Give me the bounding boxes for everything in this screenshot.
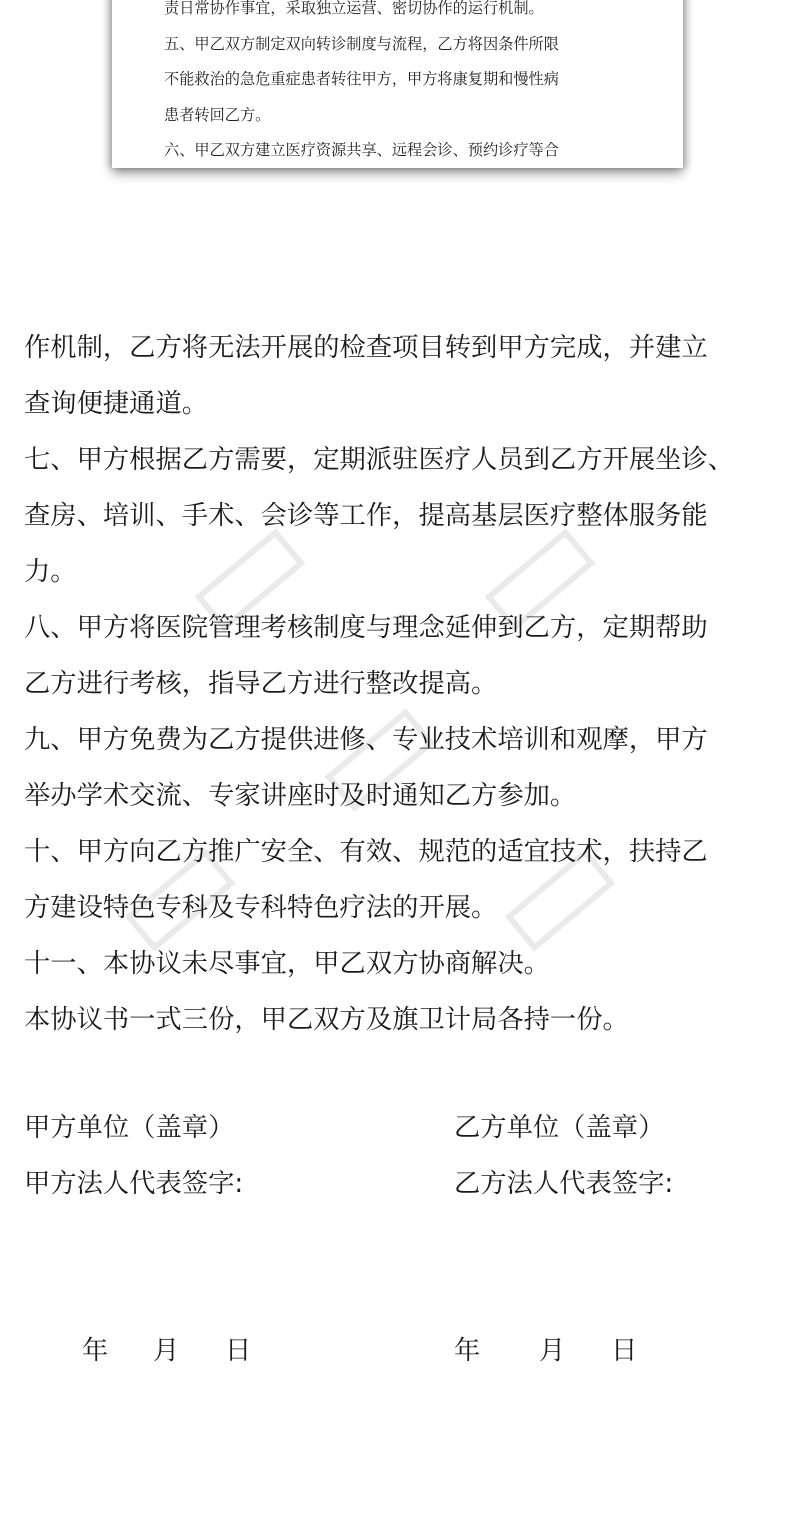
- body-line: 举办学术交流、专家讲座时及时通知乙方参加。: [24, 781, 577, 811]
- preview-line: 患者转回乙方。: [164, 105, 271, 124]
- party-a-date-month: 月: [153, 1336, 180, 1366]
- body-line: 力。: [24, 557, 77, 587]
- party-b-unit-label: 乙方单位（盖章）: [454, 1113, 665, 1143]
- body-line: 乙方进行考核，指导乙方进行整改提高。: [24, 669, 498, 699]
- copies-statement: 本协议书一式三份，甲乙双方及旗卫计局各持一份。: [24, 1005, 629, 1035]
- party-b-date-day: 日: [611, 1336, 638, 1366]
- clause-seven: 七、甲方根据乙方需要，定期派驻医疗人员到乙方开展坐诊、: [24, 445, 735, 475]
- body-line: 查房、培训、手术、会诊等工作，提高基层医疗整体服务能: [24, 501, 708, 531]
- party-a-date-day: 日: [225, 1336, 252, 1366]
- clause-ten: 十、甲方向乙方推广安全、有效、规范的适宜技术，扶持乙: [24, 837, 708, 867]
- preview-line: 六、甲乙双方建立医疗资源共享、远程会诊、预约诊疗等合: [164, 141, 559, 159]
- clause-eight: 八、甲方将医院管理考核制度与理念延伸到乙方，定期帮助: [24, 613, 708, 643]
- preview-page-card: [112, 0, 683, 168]
- preview-line: 五、甲乙双方制定双向转诊制度与流程，乙方将因条件所限: [164, 34, 559, 53]
- party-a-rep-label: 甲方法人代表签字:: [24, 1169, 244, 1199]
- date-row: [0, 1323, 800, 1379]
- clause-nine: 九、甲方免费为乙方提供进修、专业技术培训和观摩，甲方: [24, 725, 708, 755]
- party-a-unit-label: 甲方单位（盖章）: [24, 1113, 235, 1143]
- signature-rep-row: [24, 1156, 784, 1212]
- preview-card-text: [164, 0, 664, 168]
- clause-eleven: 十一、本协议未尽事宜，甲乙双方协商解决。: [24, 949, 550, 979]
- body-line: 查询便捷通道。: [24, 389, 209, 419]
- party-b-rep-label: 乙方法人代表签字:: [454, 1169, 674, 1199]
- preview-line: 不能救治的急危重症患者转往甲方，甲方将康复期和慢性病: [164, 70, 559, 88]
- signature-unit-row: [24, 1100, 784, 1156]
- party-a-date-year: 年: [82, 1336, 109, 1366]
- agreement-body: [24, 320, 794, 1048]
- party-b-date-year: 年: [454, 1336, 481, 1366]
- preview-line: 责日常协作事宜，采取独立运营、密切协作的运行机制。: [164, 0, 544, 17]
- body-line: 方建设特色专科及专科特色疗法的开展。: [24, 893, 498, 923]
- body-line: 作机制，乙方将无法开展的检查项目转到甲方完成，并建立: [24, 333, 708, 363]
- party-b-date-month: 月: [539, 1336, 566, 1366]
